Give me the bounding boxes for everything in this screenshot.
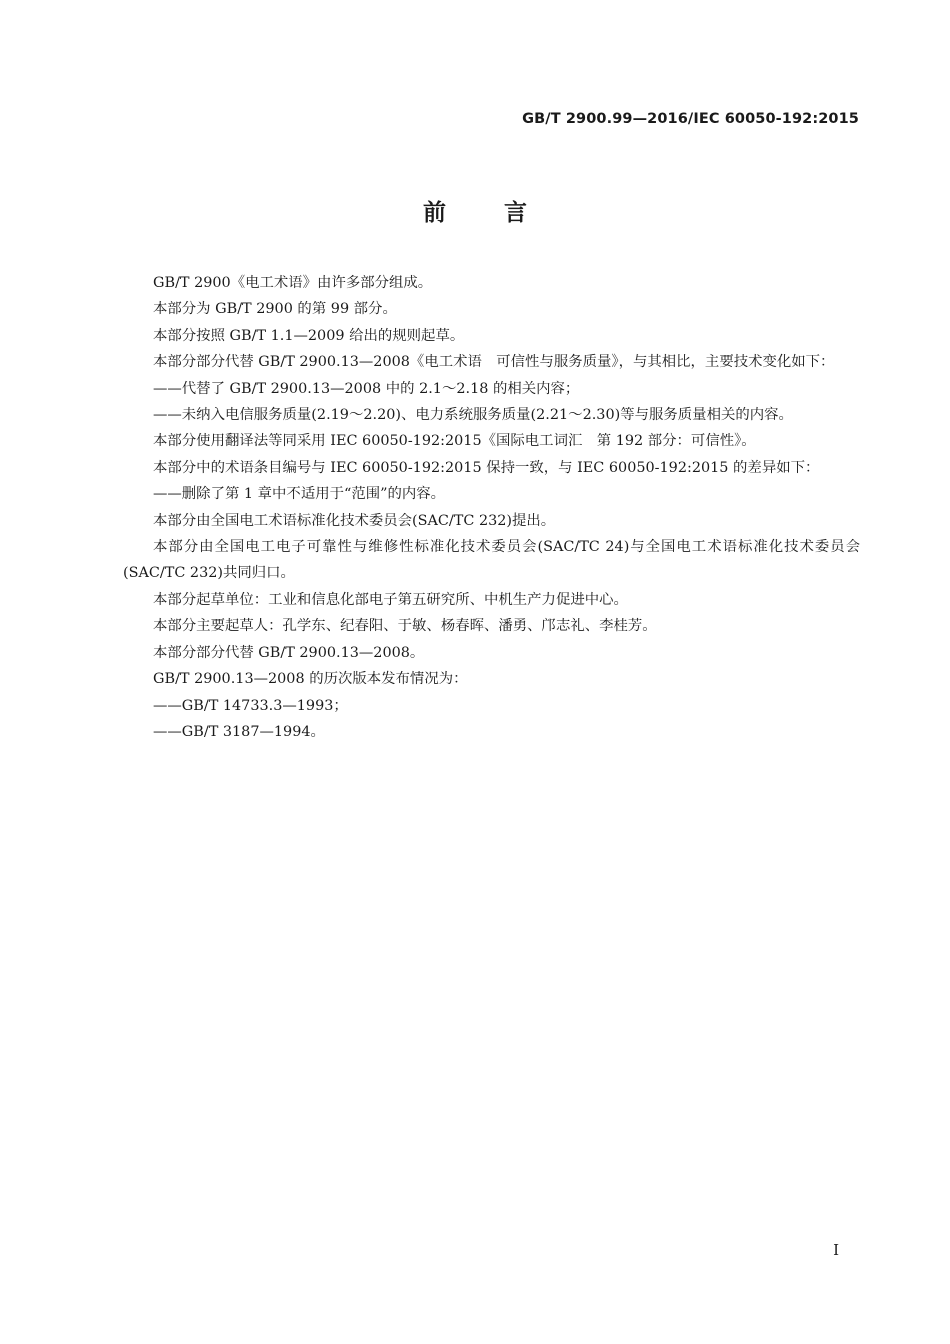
page-number: I <box>833 1241 839 1259</box>
foreword-body <box>123 270 860 745</box>
paragraph: GB/T 2900《电工术语》由许多部分组成。 <box>153 275 433 291</box>
dash-list-item: ——删除了第 1 章中不适用于“范围”的内容。 <box>153 486 446 503</box>
paragraph: 本部分由全国电工电子可靠性与维修性标准化技术委员会(SAC/TC 24)与全国电工术语标准化技术委员会(SAC/TC 232)共同归口。 <box>123 539 860 582</box>
paragraph: 本部分由全国电工术语标准化技术委员会(SAC/TC 232)提出。 <box>153 512 556 529</box>
paragraph: GB/T 2900.13—2008 的历次版本发布情况为： <box>153 671 468 688</box>
paragraph: 本部分使用翻译法等同采用 IEC 60050-192:2015《国际电工词汇 第 192 部分：可信性》。 <box>153 433 756 450</box>
page-title: 前言 <box>423 200 585 226</box>
paragraph: 本部分起草单位：工业和信息化部电子第五研究所、中机生产力促进中心。 <box>153 591 628 608</box>
paragraph: 本部分为 GB/T 2900 的第 99 部分。 <box>153 301 397 318</box>
standard-number-header: GB/T 2900.99—2016/IEC 60050-192:2015 <box>522 111 859 127</box>
dash-list-item: ——未纳入电信服务质量(2.19～2.20)、电力系统服务质量(2.21～2.30)等与服务质量相关的内容。 <box>153 407 793 424</box>
paragraph: 本部分部分代替 GB/T 2900.13—2008《电工术语 可信性与服务质量》，与其相比，主要技术变化如下： <box>153 354 835 371</box>
paragraph: 本部分按照 GB/T 1.1—2009 给出的规则起草。 <box>153 327 465 344</box>
paragraph: 本部分中的术语条目编号与 IEC 60050-192:2015 保持一致，与 IEC 60050-192:2015 的差异如下： <box>153 459 820 476</box>
paragraph: 本部分部分代替 GB/T 2900.13—2008。 <box>153 644 425 661</box>
dash-list-item: ——GB/T 14733.3—1993； <box>153 697 348 714</box>
paragraph: 本部分主要起草人：孔学东、纪春阳、于敏、杨春晖、潘勇、邝志礼、李桂芳。 <box>153 618 657 635</box>
dash-list-item: ——GB/T 3187—1994。 <box>153 723 325 740</box>
dash-list-item: ——代替了 GB/T 2900.13—2008 中的 2.1～2.18 的相关内容； <box>153 380 580 397</box>
